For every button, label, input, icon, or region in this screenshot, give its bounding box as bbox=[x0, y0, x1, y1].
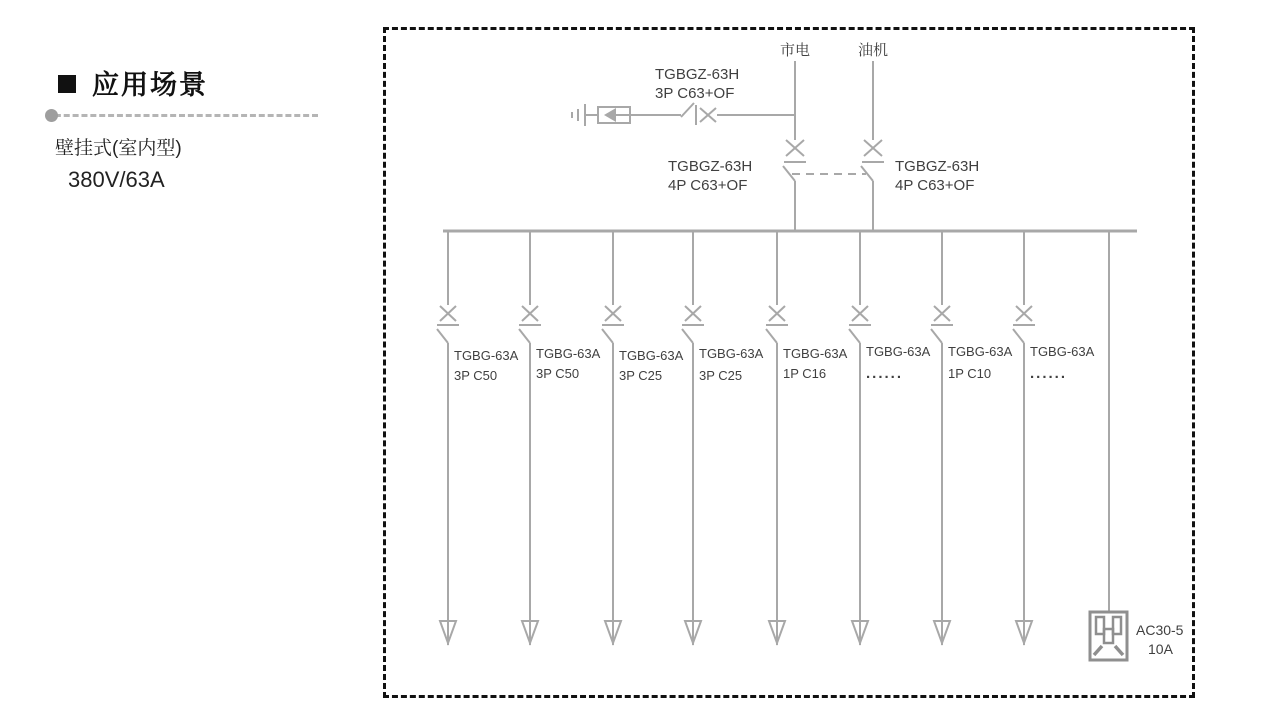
ats-right-model: TGBGZ-63H bbox=[895, 158, 980, 175]
branch-model: TGBG-63A bbox=[699, 346, 764, 361]
ats-left-rating: 4P C63+OF bbox=[668, 177, 748, 194]
branch-model: TGBG-63A bbox=[783, 346, 848, 361]
spd-breaker-icon bbox=[681, 103, 716, 125]
page-title: 应用场景 bbox=[92, 70, 208, 100]
branch-model: TGBG-63A bbox=[454, 348, 519, 363]
dashed-separator bbox=[46, 114, 318, 117]
ats-right-rating: 4P C63+OF bbox=[895, 177, 975, 194]
branch-rating: 3P C25 bbox=[619, 368, 663, 383]
branch-breaker-icon bbox=[1013, 231, 1035, 645]
branch-breaker-icon bbox=[682, 231, 704, 645]
branch-breaker-icon bbox=[849, 231, 871, 645]
mains-source-label: 市电 bbox=[779, 42, 811, 59]
branch-breaker-icon bbox=[931, 231, 953, 645]
branch-rating: ...... bbox=[1030, 365, 1068, 382]
branch-rating: 3P C50 bbox=[536, 366, 580, 381]
generator-source-label: 油机 bbox=[857, 42, 889, 59]
socket-model: AC30-5 bbox=[1136, 622, 1184, 638]
branch-breaker-icon bbox=[437, 231, 459, 645]
single-line-diagram bbox=[383, 27, 1195, 698]
branch-model: TGBG-63A bbox=[619, 348, 684, 363]
socket-icon bbox=[1090, 612, 1127, 660]
branch-model: TGBG-63A bbox=[1030, 344, 1095, 359]
surge-arrester-icon bbox=[598, 107, 630, 123]
branch-rating: 1P C16 bbox=[783, 366, 827, 381]
section-bullet-square bbox=[58, 75, 76, 93]
branch-rating: 3P C25 bbox=[699, 368, 743, 383]
spd-breaker-rating: 3P C63+OF bbox=[655, 85, 735, 102]
spd-branch bbox=[572, 103, 795, 126]
branch-model: TGBG-63A bbox=[866, 344, 931, 359]
spd-breaker-model: TGBGZ-63H bbox=[655, 66, 740, 83]
branch-model: TGBG-63A bbox=[536, 346, 601, 361]
socket-rating: 10A bbox=[1148, 641, 1173, 657]
ats-left-model: TGBGZ-63H bbox=[668, 158, 753, 175]
branch-model: TGBG-63A bbox=[948, 344, 1013, 359]
mounting-type-label: 壁挂式(室内型) bbox=[55, 138, 182, 159]
branch-rating: 1P C10 bbox=[948, 366, 992, 381]
branch-rating: ...... bbox=[866, 365, 904, 382]
ground-icon bbox=[572, 104, 585, 126]
branch-breaker-icon bbox=[519, 231, 541, 645]
branch-rating: 3P C50 bbox=[454, 368, 498, 383]
voltage-rating-label: 380V/63A bbox=[68, 167, 165, 192]
separator-dot-icon bbox=[45, 109, 58, 122]
branch-breaker-icon bbox=[766, 231, 788, 645]
branch-breaker-icon bbox=[602, 231, 624, 645]
